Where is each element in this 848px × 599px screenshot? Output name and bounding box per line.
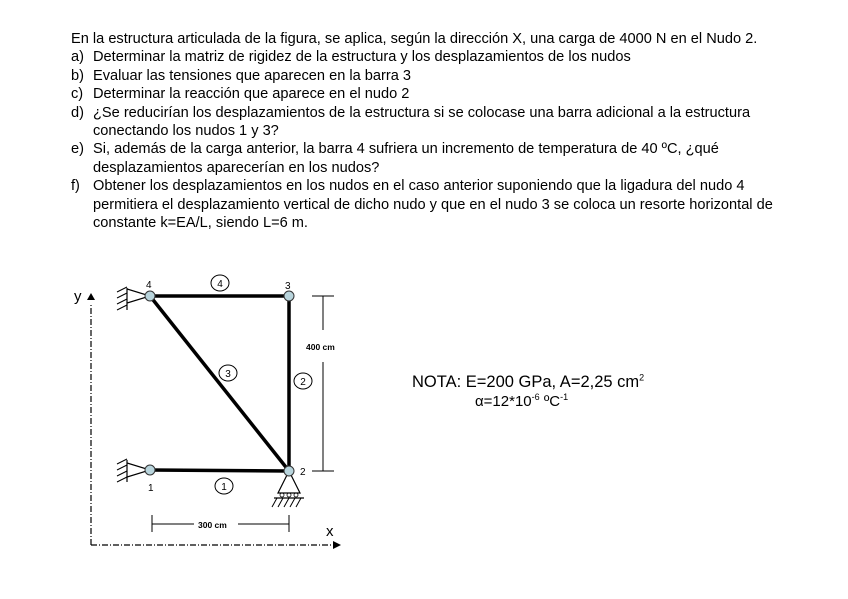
node-2-joint	[284, 466, 294, 476]
question-marker: a)	[71, 49, 84, 66]
bar-2-label	[294, 373, 312, 389]
horizontal-dimension-label: 300 cm	[198, 520, 227, 530]
bar-1-number: 1	[221, 482, 227, 493]
question-text: ¿Se reducirían los desplazamientos de la estructura si se colocase una barra adicional a la estructura conectando los nudos 1 y 3?	[93, 104, 751, 140]
bar-4-label	[211, 275, 229, 291]
x-axis-arrow	[333, 541, 341, 549]
question-marker: c)	[71, 86, 84, 103]
bar-1-label	[215, 478, 233, 494]
question-marker: e)	[71, 141, 84, 158]
y-axis-arrow	[87, 293, 95, 300]
nota-properties: NOTA: E=200 GPa, A=2,25 cm	[412, 373, 640, 391]
node-3-label: 3	[285, 281, 291, 292]
bar-3-number: 3	[225, 369, 231, 380]
node-2-label: 2	[300, 467, 306, 478]
bar-2-number: 2	[300, 377, 306, 388]
node-1-joint	[145, 465, 155, 475]
vertical-dimension	[312, 296, 334, 471]
question-marker: f)	[71, 178, 80, 195]
question-text: Evaluar las tensiones que aparecen en la barra 3	[93, 67, 412, 84]
bar-4-number: 4	[217, 279, 223, 290]
question-marker: b)	[71, 67, 84, 84]
question-text: Obtener los desplazamientos en los nudos en el caso anterior suponiendo que la ligadura del nudo 4 permitiera el desplazamiento vertical de dicho nudo y que en el nudo 3 se coloca un resorte horizontal de constante k=EA/L, siendo L=6 m.	[93, 178, 773, 232]
problem-intro: En la estructura articulada de la figura, se aplica, según la dirección X, una carga de 4000 N en el Nudo 2.	[71, 31, 758, 47]
alpha-unit-exponent: -1	[560, 392, 569, 402]
node-4-label: 4	[146, 280, 152, 291]
bar-1	[150, 470, 289, 471]
question-text: Determinar la reacción que aparece en el nudo 2	[93, 86, 410, 103]
nota-box	[412, 372, 644, 412]
question-text: Si, además de la carga anterior, la barra 4 sufriera un incremento de temperatura de 40 ºC, ¿qué desplazamientos aparecerían en los nudos?	[93, 141, 719, 176]
alpha-unit: ºC	[539, 393, 561, 410]
alpha-exponent: -6	[531, 392, 540, 402]
nota-line-1	[412, 372, 644, 392]
bar-3	[150, 296, 289, 471]
nota-line-2	[412, 392, 644, 412]
alpha-value: α=12*10	[475, 393, 532, 410]
node-3-joint	[284, 291, 294, 301]
x-axis-label: x	[326, 523, 334, 540]
area-unit-exponent: 2	[639, 372, 645, 383]
y-axis-label: y	[74, 288, 82, 305]
question-marker: d)	[71, 104, 84, 121]
vertical-dimension-label: 400 cm	[306, 342, 335, 352]
bar-3-label	[219, 365, 237, 381]
question-text: Determinar la matriz de rigidez de la estructura y los desplazamientos de los nudos	[93, 49, 631, 66]
node-4-joint	[145, 291, 155, 301]
node-1-label: 1	[148, 483, 154, 494]
